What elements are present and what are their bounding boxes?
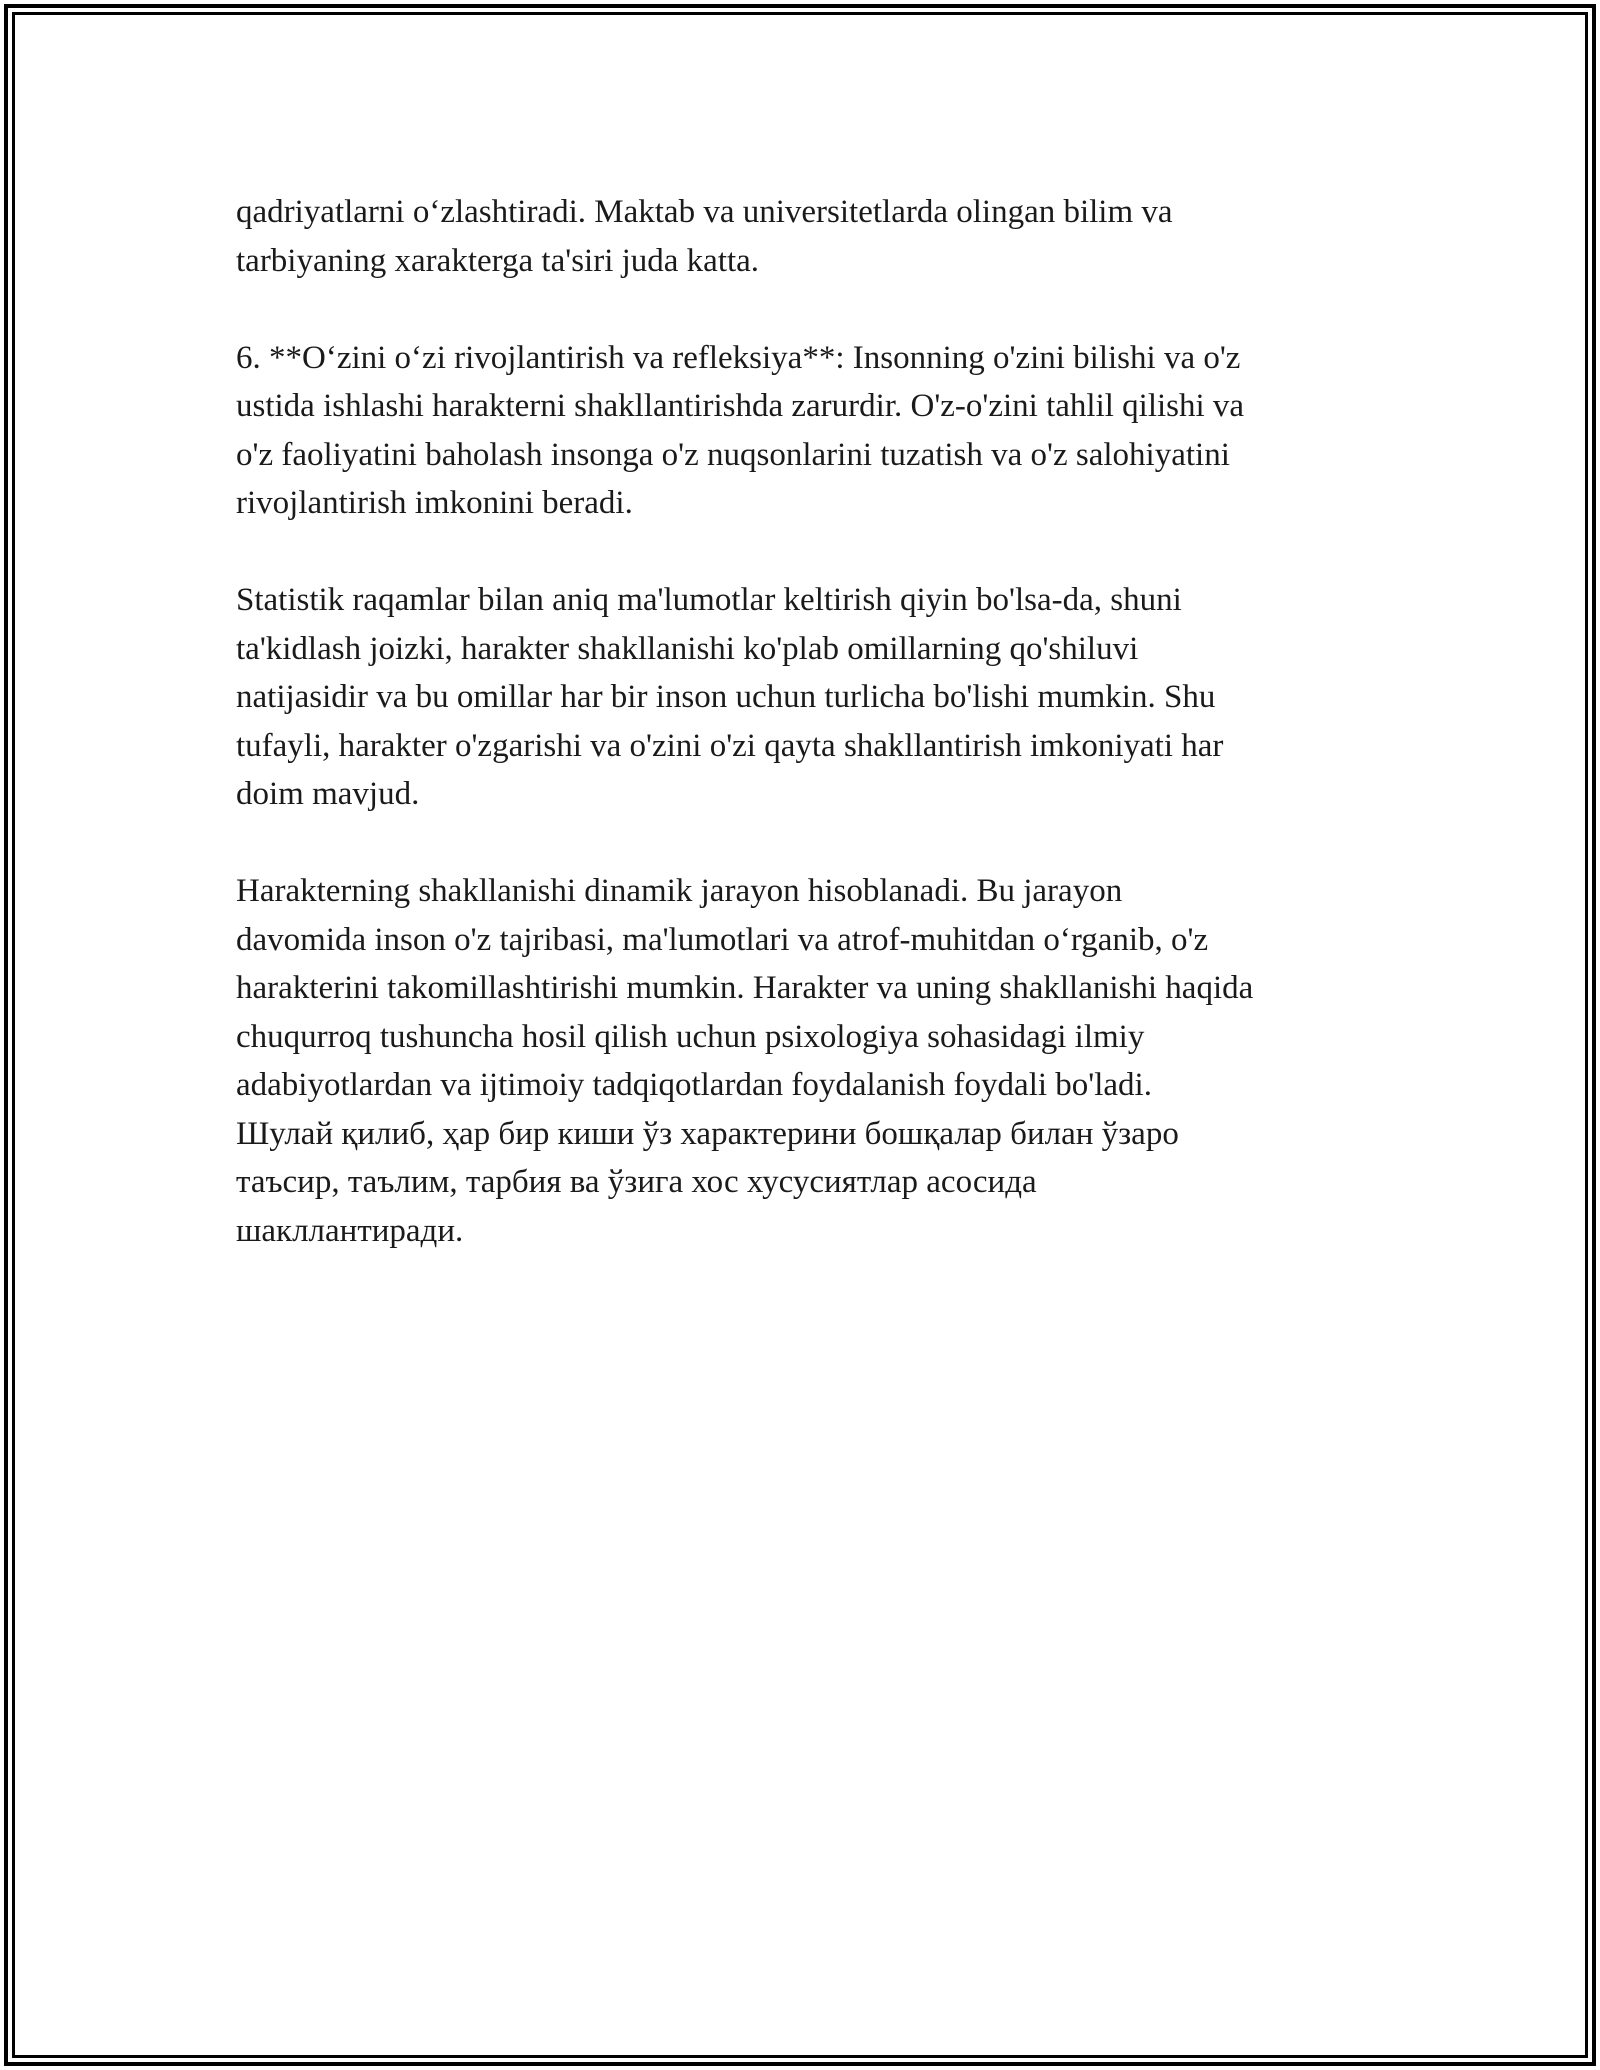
paragraph-values-education: qadriyatlarni o‘zlashtiradi. Maktab va universitetlarda olingan bilim va tarbiyaning xarakterga ta'siri juda katta. (236, 194, 1173, 279)
paragraph-conclusion: Harakterning shakllanishi dinamik jarayon hisoblanadi. Bu jarayon davomida inson o'z tajribasi, ma'lumotlari va atrof-muhitdan o‘rganib, o'z harakterini takomillashtirishi mumkin. Harakter va uning shakllanishi haqida chuqurroq tushuncha hosil qilish uchun psixologiya sohasidagi ilmiy adabiyotlardan va ijtimoiy tadqiqotlardan foydalanish foydali bo'ladi. Шулай қилиб, ҳар бир киши ўз характерини бошқалар билан ўзаро таъсир, таълим, тарбия ва ўзига хос хусусиятлар асосида шакллантиради. (236, 873, 1254, 1249)
paragraph-self-development: 6. **O‘zini o‘zi rivojlantirish va refleksiya**: Insonning o'zini bilishi va o'z ustida ishlashi harakterni shakllantirishda zarurdir. O'z-o'zini tahlil qilishi va o'z faoliyatini baholash insonga o'z nuqsonlarini tuzatish va o'z salohiyatini rivojlantirish imkonini beradi. (236, 339, 1245, 521)
document-body (236, 188, 1386, 1255)
paragraph-statistics: Statistik raqamlar bilan aniq ma'lumotlar keltirish qiyin bo'lsa-da, shuni ta'kidlash joizki, harakter shakllanishi ko'plab omillarning qo'shiluvi natijasidir va bu omillar har bir inson uchun turlicha bo'lishi mumkin. Shu tufayli, harakter o'zgarishi va o'zini o'zi qayta shakllantirish imkoniyati har doim mavjud. (236, 582, 1224, 812)
